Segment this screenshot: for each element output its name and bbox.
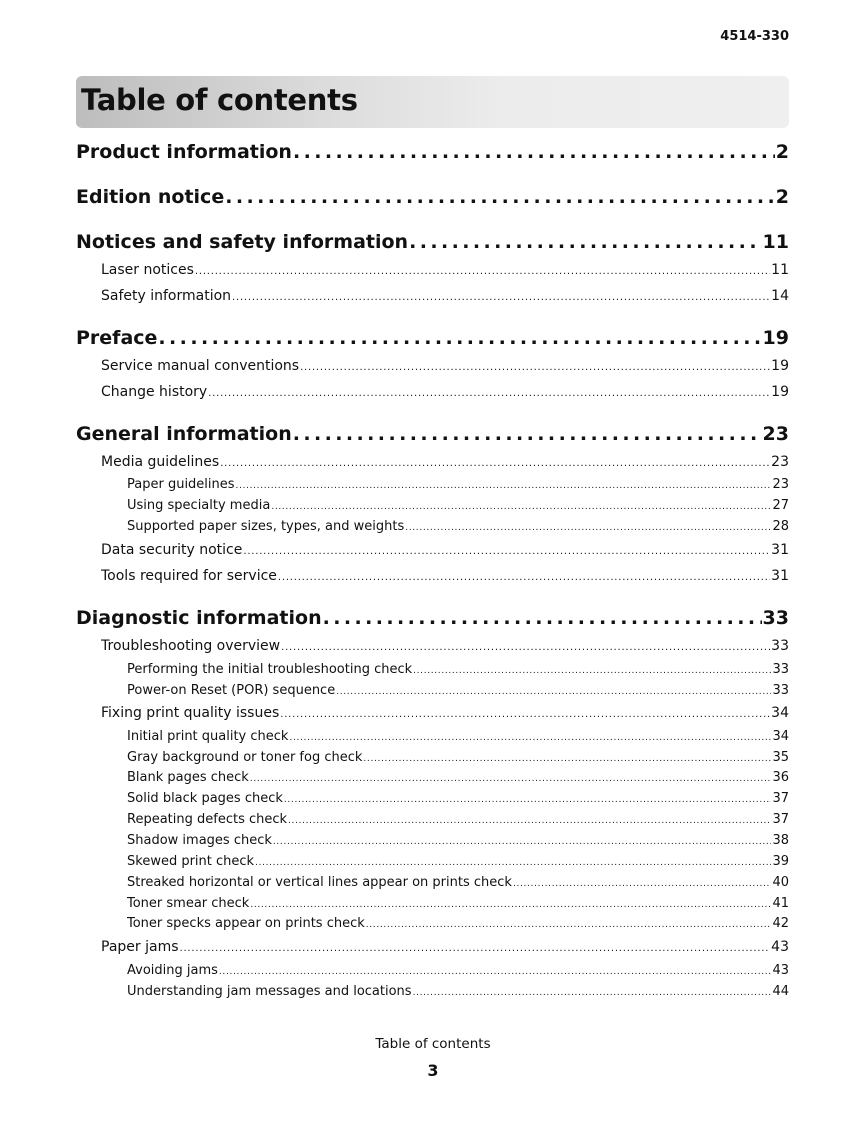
dot-leader — [236, 481, 772, 491]
dot-leader — [180, 943, 771, 954]
document-number: 4514-330 — [720, 29, 789, 44]
dot-leader — [225, 186, 775, 208]
toc-entry-page: 23 — [772, 477, 789, 492]
toc-entry-page: 41 — [772, 896, 789, 911]
dot-leader — [280, 709, 770, 720]
toc-entry-title: Skewed print check — [127, 854, 255, 869]
toc-entry-page: 40 — [772, 875, 789, 890]
toc-entry-title: Preface — [76, 327, 158, 349]
toc-entry-title: Blank pages check — [127, 770, 249, 785]
toc-entry-page: 31 — [771, 542, 789, 558]
toc-entry-page: 44 — [772, 984, 789, 999]
toc-entry-title: Tools required for service — [101, 568, 277, 584]
toc-entry-level-3[interactable] — [127, 896, 789, 914]
toc-entry-title: Change history — [101, 384, 208, 400]
toc-entry-page: 33 — [771, 638, 789, 654]
dot-leader — [300, 362, 770, 373]
toc-entry-level-1[interactable] — [76, 186, 789, 214]
toc-entry-page: 39 — [772, 854, 789, 869]
toc-entry-page: 34 — [771, 705, 789, 721]
dot-leader — [293, 141, 775, 163]
toc-entry-level-2[interactable] — [101, 638, 789, 658]
toc-entry-level-3[interactable] — [127, 683, 789, 701]
toc-entry-page: 36 — [772, 770, 789, 785]
toc-entry-title: Laser notices — [101, 262, 194, 278]
toc-entry-title: Supported paper sizes, types, and weights — [127, 519, 405, 534]
toc-entry-level-1[interactable] — [76, 607, 789, 635]
toc-entry-page: 11 — [762, 231, 789, 253]
page-title: Table of contents — [81, 83, 358, 117]
toc-entry-page: 33 — [772, 662, 789, 677]
toc-entry-level-1[interactable] — [76, 327, 789, 355]
toc-entry-page: 23 — [762, 423, 789, 445]
toc-entry-level-3[interactable] — [127, 750, 789, 768]
toc-entry-level-2[interactable] — [101, 542, 789, 562]
dot-leader — [195, 266, 770, 277]
toc-entry-title: Paper jams — [101, 939, 179, 955]
toc-entry-title: Media guidelines — [101, 454, 220, 470]
toc-entry-title: Power-on Reset (POR) sequence — [127, 683, 336, 698]
dot-leader — [232, 292, 770, 303]
toc-entry-title: Toner smear check — [127, 896, 250, 911]
dot-leader — [293, 423, 762, 445]
toc-entry-title: Fixing print quality issues — [101, 705, 280, 721]
toc-entry-level-2[interactable] — [101, 568, 789, 588]
footer-label: Table of contents — [375, 1036, 491, 1052]
dot-leader — [243, 546, 770, 557]
dot-leader — [271, 502, 771, 512]
toc-entry-page: 19 — [771, 358, 789, 374]
toc-entry-title: Troubleshooting overview — [101, 638, 281, 654]
toc-entry-title: Toner specks appear on prints check — [127, 916, 365, 931]
toc-entry-level-3[interactable] — [127, 833, 789, 851]
toc-entry-level-3[interactable] — [127, 963, 789, 981]
toc-entry-page: 28 — [772, 519, 789, 534]
dot-leader — [281, 642, 770, 653]
toc-entry-title: Product information — [76, 141, 292, 163]
toc-entry-page: 23 — [771, 454, 789, 470]
toc-entry-title: Gray background or toner fog check — [127, 750, 363, 765]
dot-leader — [255, 858, 771, 868]
toc-entry-level-3[interactable] — [127, 854, 789, 872]
toc-entry-title: Understanding jam messages and locations — [127, 984, 412, 999]
toc-entry-title: Using specialty media — [127, 498, 271, 513]
toc-entry-page: 43 — [772, 963, 789, 978]
dot-leader — [284, 795, 772, 805]
toc-entry-level-3[interactable] — [127, 477, 789, 495]
toc-entry-page: 35 — [772, 750, 789, 765]
toc-entry-level-3[interactable] — [127, 729, 789, 747]
toc-entry-title: Data security notice — [101, 542, 243, 558]
toc-entry-title: Shadow images check — [127, 833, 272, 848]
toc-entry-level-1[interactable] — [76, 423, 789, 451]
toc-entry-level-2[interactable] — [101, 454, 789, 474]
toc-entry-page: 37 — [772, 812, 789, 827]
toc-entry-level-1[interactable] — [76, 141, 789, 169]
toc-entry-level-2[interactable] — [101, 358, 789, 378]
toc-entry-page: 33 — [772, 683, 789, 698]
toc-entry-page: 31 — [771, 568, 789, 584]
dot-leader — [288, 816, 771, 826]
toc-entry-page: 43 — [771, 939, 789, 955]
dot-leader — [336, 687, 771, 697]
toc-entry-page: 2 — [775, 141, 789, 163]
toc-entry-level-2[interactable] — [101, 939, 789, 959]
toc-entry-title: Initial print quality check — [127, 729, 289, 744]
toc-entry-page: 38 — [772, 833, 789, 848]
footer-page-number: 3 — [427, 1061, 439, 1080]
toc-entry-title: General information — [76, 423, 292, 445]
dot-leader — [208, 388, 770, 399]
dot-leader — [413, 988, 772, 998]
dot-leader — [250, 774, 772, 784]
dot-leader — [158, 327, 761, 349]
dot-leader — [366, 920, 772, 930]
toc-entry-title: Safety information — [101, 288, 232, 304]
toc-entry-level-3[interactable] — [127, 662, 789, 680]
toc-entry-title: Diagnostic information — [76, 607, 322, 629]
toc-entry-page: 42 — [772, 916, 789, 931]
toc-entry-level-3[interactable] — [127, 984, 789, 1002]
dot-leader — [219, 967, 772, 977]
dot-leader — [250, 900, 771, 910]
toc-entry-page: 2 — [775, 186, 789, 208]
toc-entry-page: 34 — [772, 729, 789, 744]
toc-entry-level-2[interactable] — [101, 288, 789, 308]
dot-leader — [409, 231, 761, 253]
toc-entry-page: 33 — [762, 607, 789, 629]
toc-entry-title: Solid black pages check — [127, 791, 283, 806]
toc-entry-level-2[interactable] — [101, 262, 789, 282]
toc-entry-page: 37 — [772, 791, 789, 806]
toc-entry-title: Paper guidelines — [127, 477, 235, 492]
toc-entry-page: 11 — [771, 262, 789, 278]
toc-entry-title: Service manual conventions — [101, 358, 300, 374]
toc-entry-level-3[interactable] — [127, 498, 789, 516]
toc-entry-level-3[interactable] — [127, 519, 789, 537]
toc-entry-page: 19 — [771, 384, 789, 400]
dot-leader — [413, 666, 771, 676]
toc-entry-page: 27 — [772, 498, 789, 513]
toc-entry-level-1[interactable] — [76, 231, 789, 259]
toc-entry-level-3[interactable] — [127, 875, 789, 893]
toc-entry-page: 19 — [762, 327, 789, 349]
toc-entry-level-2[interactable] — [101, 705, 789, 725]
toc-entry-level-3[interactable] — [127, 916, 789, 934]
dot-leader — [323, 607, 762, 629]
toc-entry-title: Repeating defects check — [127, 812, 288, 827]
dot-leader — [278, 572, 770, 583]
dot-leader — [513, 879, 772, 889]
toc-entry-page: 14 — [771, 288, 789, 304]
dot-leader — [273, 837, 772, 847]
dot-leader — [220, 458, 770, 469]
toc-entry-level-2[interactable] — [101, 384, 789, 404]
toc-entry-level-3[interactable] — [127, 812, 789, 830]
toc-entry-level-3[interactable] — [127, 791, 789, 809]
dot-leader — [289, 733, 771, 743]
dot-leader — [363, 754, 771, 764]
toc-entry-title: Performing the initial troubleshooting check — [127, 662, 413, 677]
toc-entry-title: Notices and safety information — [76, 231, 409, 253]
dot-leader — [405, 523, 771, 533]
toc-entry-title: Edition notice — [76, 186, 225, 208]
toc-entry-title: Avoiding jams — [127, 963, 218, 978]
toc-entry-title: Streaked horizontal or vertical lines appear on prints check — [127, 875, 512, 890]
toc-entry-level-3[interactable] — [127, 770, 789, 788]
